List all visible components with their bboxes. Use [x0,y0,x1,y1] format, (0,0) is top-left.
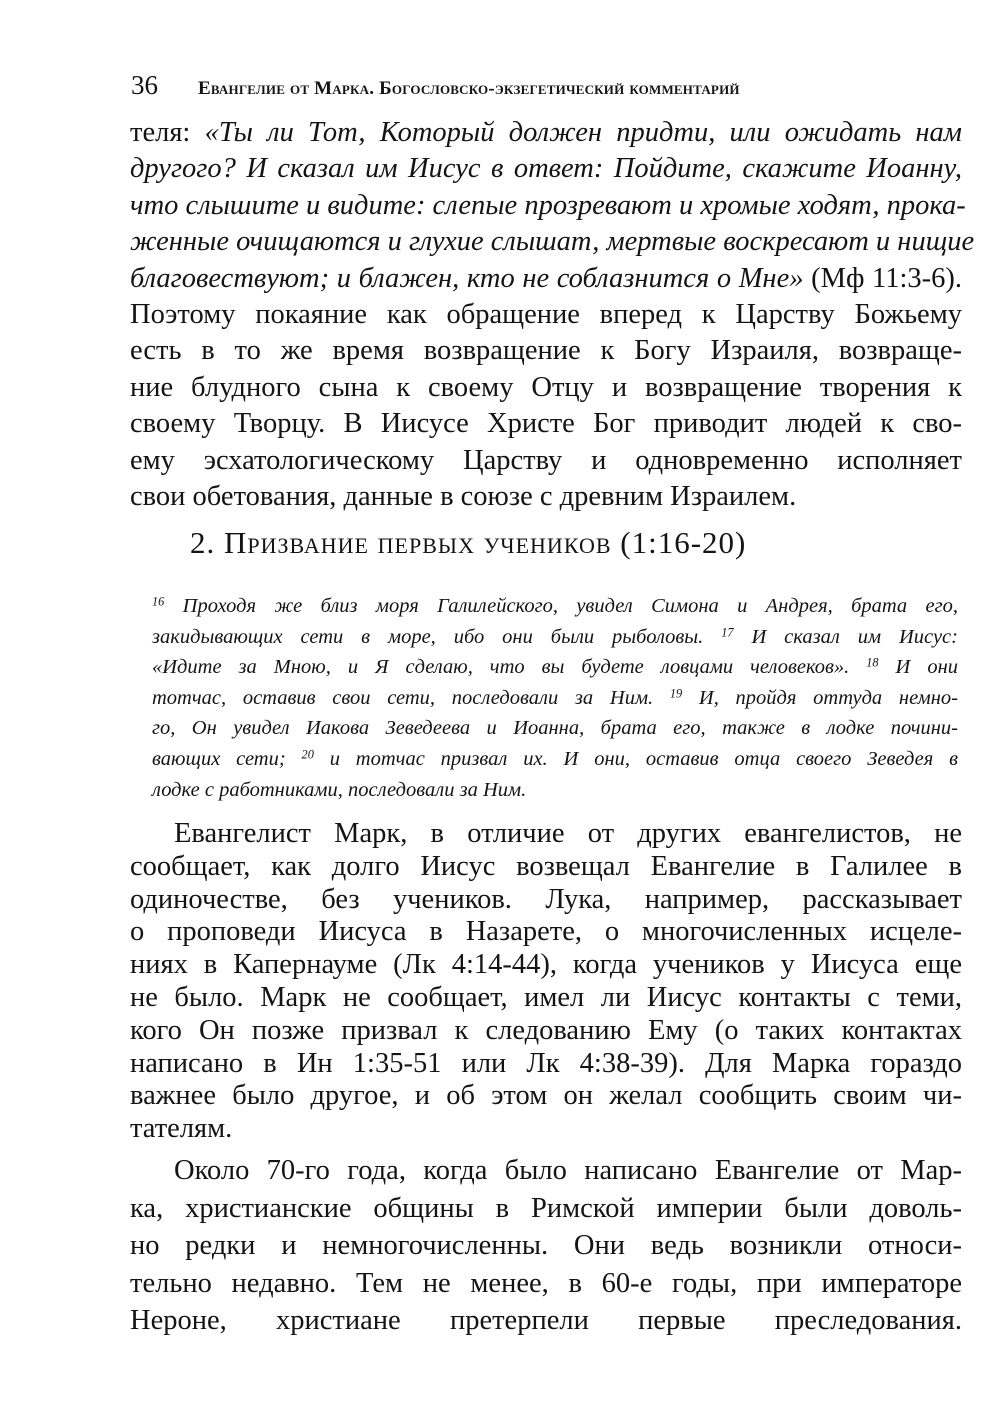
text-run: И они [878,656,958,679]
text-line [130,115,962,151]
text-run: (Мф 11:3-6). [803,262,963,294]
text-line [152,744,958,775]
text-run: важнее было другое, и об этом он желал сообщить своим чи- [130,1080,962,1112]
text-run: тателям. [130,1113,233,1145]
text-run: ка, христианские общины в Римской империи были доволь- [130,1192,962,1224]
text-run: Около 70-го года, когда было написано Евангелие от Мар- [174,1155,962,1186]
scripture-quote [152,591,958,805]
text-line [130,479,962,515]
text-line [130,1227,962,1265]
text-run: закидывающих сети в море, ибо они были рыболовы. [152,625,722,648]
text-run: кого Он позже призвал к следованию Ему (о таких контактах [130,1014,962,1046]
text-run: ние блудного сына к своему Отцу и возвращение творения к [130,371,962,403]
text-line [130,297,962,333]
italic-quote-text: другого? И сказал им Иисус в ответ: Пойдите, скажите Иоанну, [130,153,962,185]
text-run: и тотчас призвал их. И они, оставив отца своего Зеведея в [313,747,959,770]
text-line [130,1015,962,1048]
verse-number: 20 [301,747,314,762]
italic-quote-text: женные очищаются и глухие слышат, мертвые воскресают и нищие [130,226,975,258]
text-run: Поэтому покаяние как обращение вперед к Царству Божьему [130,298,962,330]
text-run: но редки и немногочисленны. Они ведь возникли относи- [130,1230,962,1261]
text-line [130,261,962,297]
text-run: ему эсхатологическому Царству и одновременно исполняет [130,444,962,476]
verse-number: 19 [669,686,683,701]
text-line [152,652,958,683]
text-line [130,1080,962,1113]
text-run: есть в то же время возвращение к Богу Израиля, возвраще- [130,335,962,367]
text-run: вающих сети; [152,747,302,770]
text-line [152,775,958,806]
text-run: Проходя же близ моря Галилейского, увидел Симона и Андрея, брата его, [164,595,958,617]
text-line [152,683,958,714]
paragraph [130,1152,962,1340]
text-line [152,622,958,653]
text-run: тельно недавно. Тем не менее, в 60-е годы, при императоре [130,1267,962,1299]
italic-quote-text: «Ты ли Тот, Который должен придти, или ожидать нам [204,117,962,148]
italic-quote-text: благовествуют; и блажен, кто не соблазнится о Мне» [130,262,804,294]
text-run: И, пройдя оттуда немно- [682,686,958,709]
text-line [130,1113,962,1146]
top-paragraph [130,115,975,515]
text-line [130,1048,962,1081]
text-run: своему Творцу. В Иисусе Христе Бог приводит людей к сво- [130,408,962,440]
text-line [130,333,962,369]
text-run: тотчас, оставив свои сети, последовали за Ним. [152,686,670,709]
text-run: ниях в Капернауме (Лк 4:14-44), когда учеников у Иисуса еще [130,949,962,981]
text-run: теля: [130,117,205,148]
text-run: сообщает, как долго Иисус возвещал Евангелие в Галилее в [130,850,962,882]
text-line [130,982,962,1015]
text-line [130,188,966,224]
text-line [130,851,962,884]
text-run: свои обетования, данные в союзе с древним Израилем. [130,480,797,512]
text-line [130,949,962,982]
text-run: го, Он увидел Иакова Зеведеева и Иоанна, брата его, также в лодке почини- [152,717,958,740]
text-run: И сказал им Иисус: [733,625,958,648]
text-line [130,1190,962,1228]
page-number: 36 [131,70,158,100]
paragraph [130,818,962,1146]
text-run: лодке с работниками, последовали за Ним. [152,778,527,801]
text-line [130,224,975,260]
text-run: о проповеди Иисуса в Назарете, о многочисленных исцеле- [130,916,962,948]
text-line [152,591,958,622]
text-run: одиночестве, без учеников. Лука, например, рассказывает [130,883,962,915]
text-line [130,818,962,851]
text-line [130,151,962,187]
running-title: Евангелие от Марка. Богословско-экзегетический комментарий [198,78,740,99]
text-line [130,406,962,442]
text-run: не было. Марк не сообщает, имел ли Иисус контакты с теми, [130,981,962,1013]
verse-number: 16 [152,594,165,609]
text-line [130,1302,962,1340]
text-run: Нероне, христиане претерпели первые преследования. [130,1305,962,1336]
running-header [131,70,891,104]
text-line [130,916,962,949]
text-run: написано в Ин 1:35-51 или Лк 4:38-39). Для Марка гораздо [130,1047,962,1079]
text-line [130,1265,962,1303]
text-line [130,884,962,917]
section-heading: 2. Призвание первых учеников (1:16-20) [190,525,747,560]
text-line [130,370,962,406]
text-line [130,443,962,479]
text-line [152,713,958,744]
italic-quote-text: что слышите и видите: слепые прозревают и хромые ходят, прока- [130,189,966,221]
verse-number: 17 [721,624,734,639]
verse-number: 18 [866,655,879,670]
text-run: «Идите за Мною, и Я сделаю, что вы будете ловцами человеков». [152,656,867,679]
text-run: Евангелист Марк, в отличие от других евангелистов, не [174,818,962,849]
text-line [130,1152,962,1190]
